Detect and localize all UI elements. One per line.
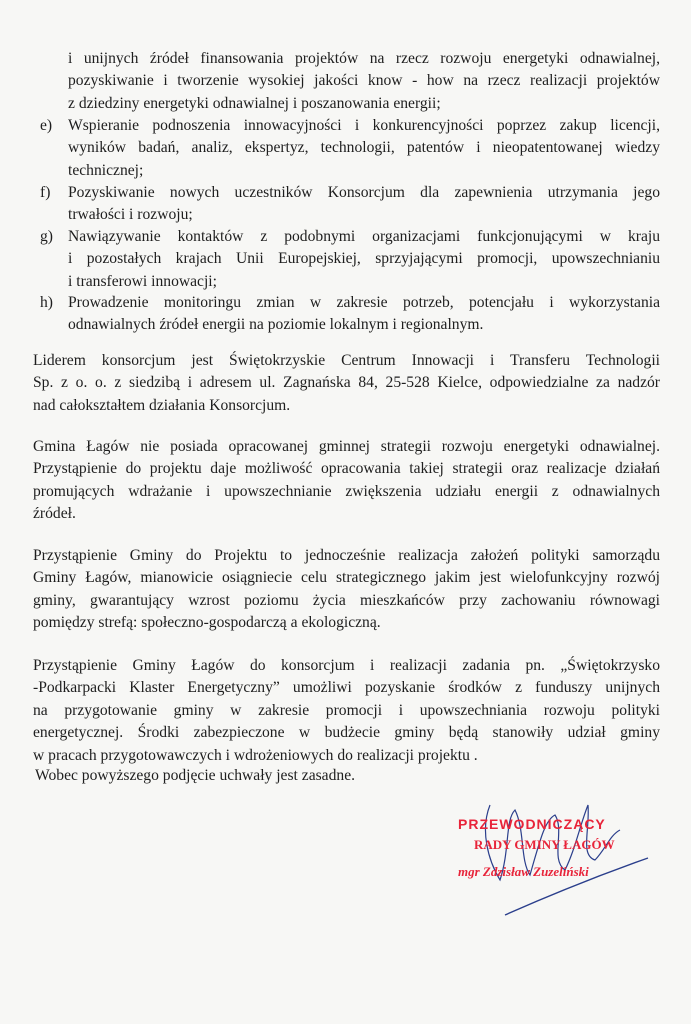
text-line: wyników badań, analiz, ekspertyz, technologii, patentów i nieopatentowanej wiedzy	[68, 139, 660, 157]
paragraph-consortium-leader	[33, 350, 660, 417]
text-line: technicznej;	[68, 161, 144, 179]
list-marker: e)	[40, 117, 53, 134]
intro-continuation	[68, 48, 660, 115]
text-line: źródeł.	[33, 505, 76, 523]
text-line: Pozyskiwanie nowych uczestników Konsorcjum dla zapewnienia utrzymania jego	[68, 184, 660, 201]
stamp-name: mgr Zdzisław Zuzeliński	[458, 864, 589, 879]
text-line: Przystąpienie Gminy Łagów do konsorcjum i realizacji zadania pn. „Świętokrzysko	[33, 657, 660, 674]
text-line: Gminy Łagów, mianowicie osiągniecie celu strategicznego jakim jest wielofunkcyjny rozwój	[33, 569, 660, 587]
text-line: Wspieranie podnoszenia innowacyjności i konkurencyjności poprzez zakup licencji,	[68, 117, 660, 134]
text-line: Wobec powyższego podjęcie uchwały jest zasadne.	[35, 767, 356, 784]
list-marker: h)	[40, 294, 53, 311]
paragraph-policy	[33, 545, 660, 635]
list-marker: g)	[40, 228, 53, 245]
text-line: z dziedziny energetyki odnawialnej i poszanowania energii;	[68, 94, 441, 112]
stamp-title: PRZEWODNICZĄCY	[458, 816, 606, 832]
text-line: Przystąpienie do projektu daje możliwość opracowania takiej strategii oraz realizacje działań	[33, 460, 660, 478]
text-line: trwałości i rozwoju;	[68, 206, 193, 224]
list-marker: f)	[40, 184, 51, 201]
text-line: i pozostałych krajach Unii Europejskiej, sprzyjającymi promocji, upowszechnianiu	[68, 250, 660, 268]
text-line: w pracach przygotowawczych i wdrożeniowych do realizacji projektu .	[33, 746, 478, 764]
text-line: Przystąpienie Gminy do Projektu to jednocześnie realizacja założeń polityki samorządu	[33, 547, 660, 564]
text-line: Nawiązywanie kontaktów z podobnymi organizacjami funkcjonującymi w kraju	[68, 228, 660, 245]
stamp-council: RADY GMINY ŁAGÓW	[474, 837, 615, 852]
paragraph-strategy	[33, 436, 660, 526]
text-line: Prowadzenie monitoringu zmian w zakresie potrzeb, potencjału i wykorzystania	[68, 294, 660, 311]
text-line: i unijnych źródeł finansowania projektów na rzecz rozwoju energetyki odnawialnej,	[68, 50, 660, 67]
text-line: na przygotowanie gminy w zakresie promocji i upowszechniania rozwoju polityki	[33, 701, 660, 719]
text-line: -Podkarpacki Klaster Energetyczny” umożliwi pozyskanie środków z funduszy unijnych	[33, 679, 660, 697]
paragraph-conclusion	[35, 765, 662, 787]
text-line: promujących wdrażanie i upowszechnianie zwiększenia udziału energii z odnawialnych	[33, 482, 660, 500]
text-line: Liderem konsorcjum jest Świętokrzyskie Centrum Innowacji i Transferu Technologii	[33, 352, 660, 369]
text-line: Gmina Łagów nie posiada opracowanej gminnej strategii rozwoju energetyki odnawialnej.	[33, 438, 660, 455]
text-line: pozyskiwanie i tworzenie wysokiej jakości know - how na rzecz realizacji projektów	[68, 72, 660, 90]
text-line: pomiędzy strefą: społeczno-gospodarczą a ekologiczną.	[33, 614, 381, 632]
text-line: Sp. z o. o. z siedzibą i adresem ul. Zagnańska 84, 25-528 Kielce, odpowiedzialne za nadzór	[33, 374, 660, 392]
text-line: i transferowi innowacji;	[68, 272, 217, 290]
text-line: odnawialnych źródeł energii na poziomie lokalnym i regionalnym.	[68, 316, 484, 334]
handwritten-signature	[470, 790, 650, 920]
text-line: energetycznej. Środki zabezpieczone w budżecie gminy będą stanowiły udział gminy	[33, 724, 660, 742]
text-line: gminy, gwarantujący wzrost poziomu życia mieszkańców przy zachowaniu równowagi	[33, 591, 660, 609]
paragraph-funding	[33, 655, 660, 767]
text-line: nad całokształtem działania Konsorcjum.	[33, 396, 291, 414]
